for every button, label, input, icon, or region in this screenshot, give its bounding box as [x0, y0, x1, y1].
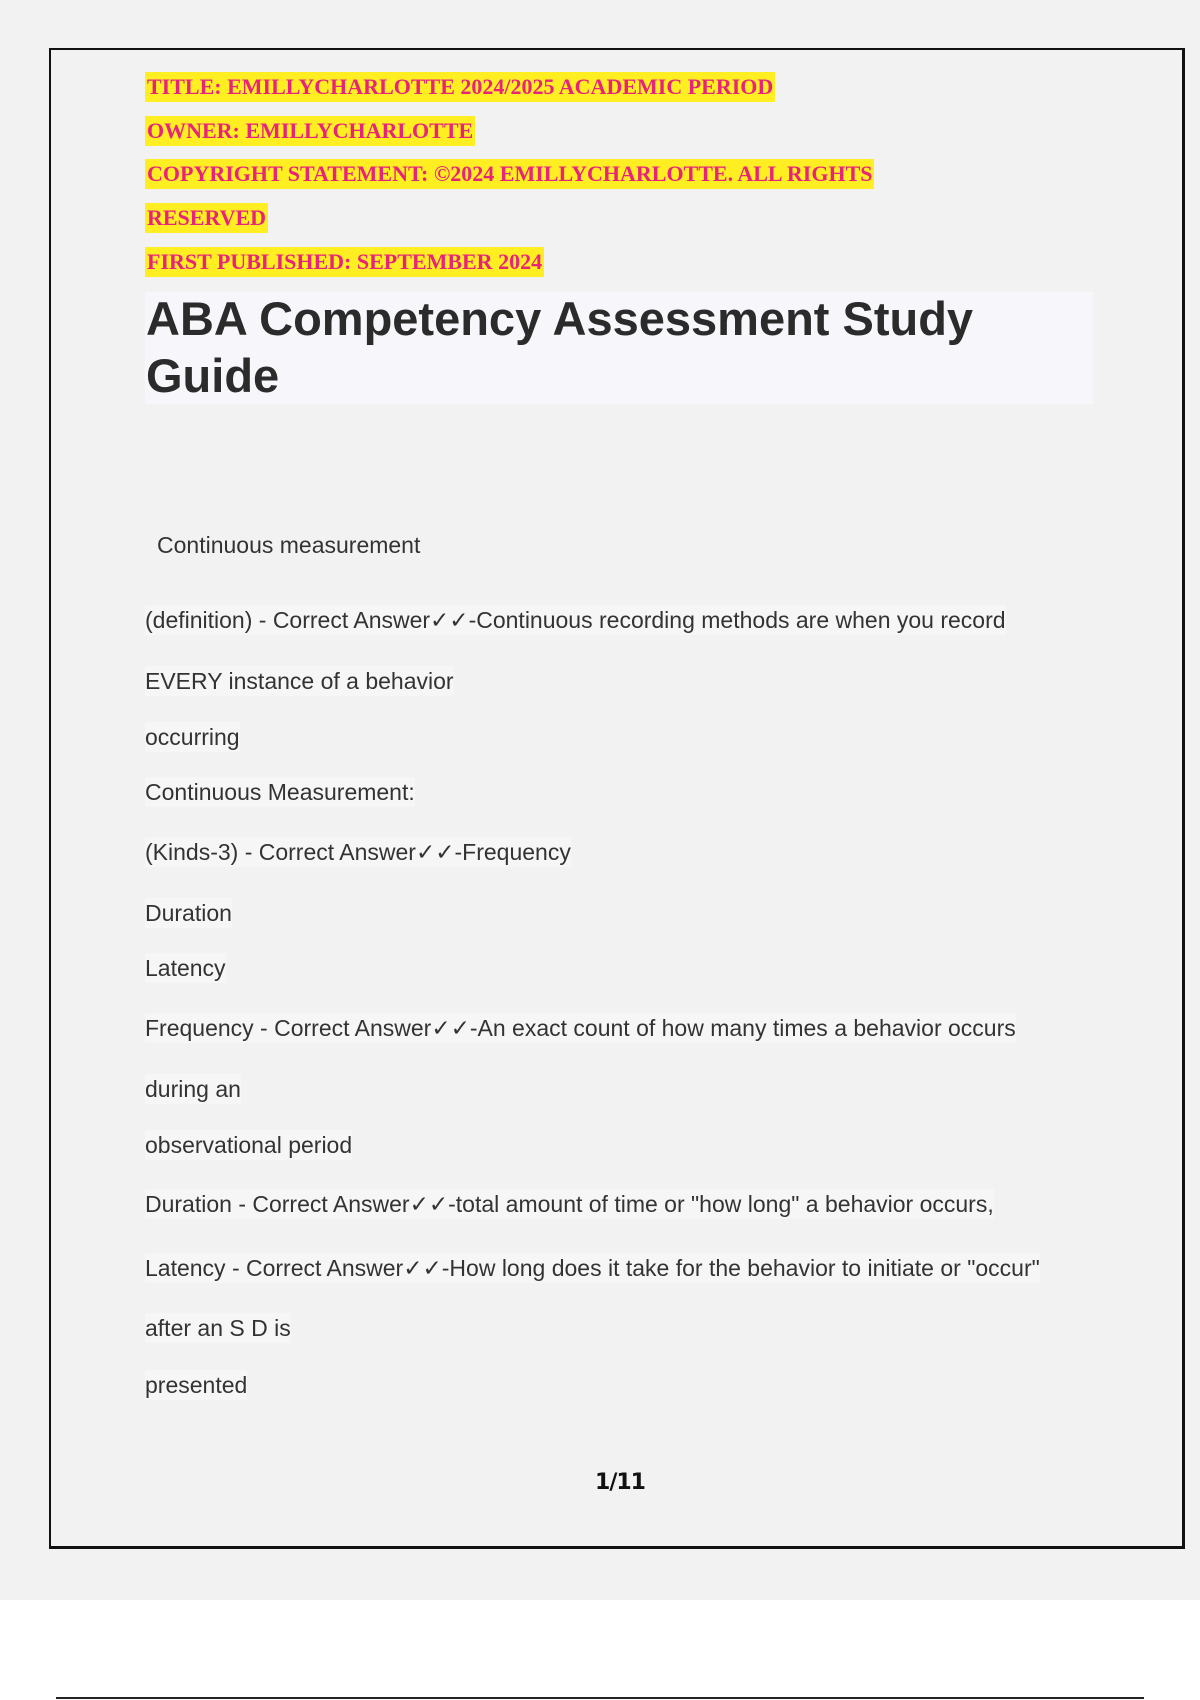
content-line: occurring	[145, 724, 240, 750]
content-line: after an S D is	[145, 1315, 291, 1341]
content-line: (definition) - Correct Answer✓✓-Continuous recording methods are when you record	[145, 607, 1006, 633]
content-line: during an	[145, 1076, 241, 1102]
content-line: presented	[145, 1372, 248, 1398]
meta-published-line: FIRST PUBLISHED: SEPTEMBER 2024	[145, 247, 544, 277]
content-line: Continuous measurement	[157, 532, 421, 558]
document-title	[146, 290, 1086, 404]
document-title-line-1: ABA Competency Assessment Study	[146, 292, 974, 345]
content-line: Frequency - Correct Answer✓✓-An exact count of how many times a behavior occurs	[145, 1015, 1016, 1041]
meta-owner-line: OWNER: EMILLYCHARLOTTE	[145, 116, 475, 146]
next-page-divider	[56, 1697, 1144, 1699]
content-line: EVERY instance of a behavior	[145, 668, 454, 694]
content-line: Duration	[145, 900, 232, 926]
content-line: observational period	[145, 1132, 353, 1158]
meta-copyright-line: COPYRIGHT STATEMENT: ©2024 EMILLYCHARLOTTE. ALL RIGHTS	[145, 159, 874, 189]
content-line: Duration - Correct Answer✓✓-total amount of time or "how long" a behavior occurs,	[145, 1191, 994, 1217]
content-line: (Kinds-3) - Correct Answer✓✓-Frequency	[145, 839, 571, 865]
content-line: Latency - Correct Answer✓✓-How long does it take for the behavior to initiate or "occur"	[145, 1255, 1040, 1281]
page-number: 1/11	[595, 1470, 645, 1495]
content-line: Latency	[145, 955, 226, 981]
meta-title-line: TITLE: EMILLYCHARLOTTE 2024/2025 ACADEMIC PERIOD	[145, 72, 775, 102]
document-title-line-2: Guide	[146, 349, 280, 402]
content-line: Continuous Measurement:	[145, 779, 415, 805]
meta-copyright-line-continued: RESERVED	[145, 203, 268, 233]
